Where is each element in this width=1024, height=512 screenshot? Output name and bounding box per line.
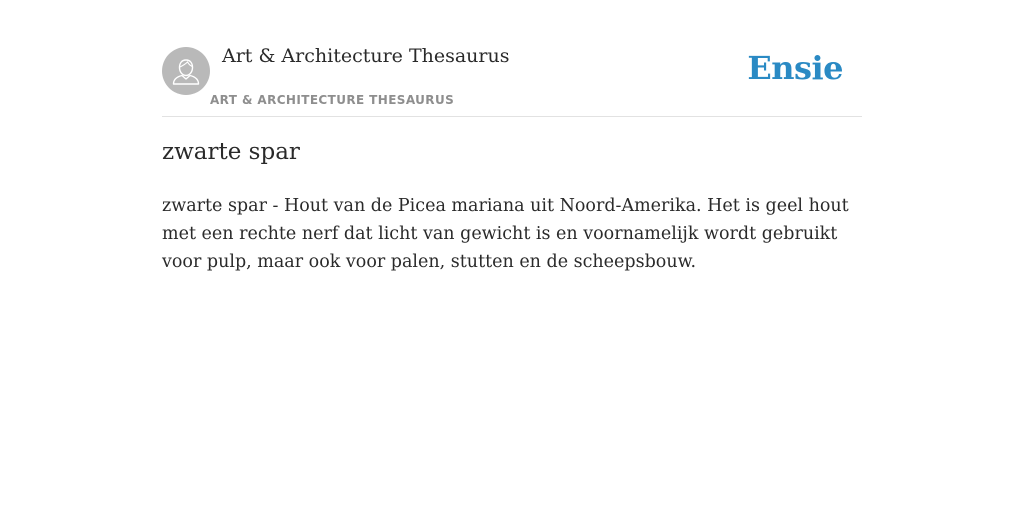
user-silhouette-icon xyxy=(162,47,210,95)
term-definition: zwarte spar - Hout van de Picea mariana uit Noord-Amerika. Het is geel hout met een rechte nerf dat licht van gewicht is en voornamelijk wordt gebruikt voor pulp, maar ook voor palen, stutten en de scheepsbouw. xyxy=(162,196,849,272)
source-label: ART & ARCHITECTURE THESAURUS xyxy=(210,93,455,107)
term-title: zwarte spar xyxy=(162,139,300,165)
author-name[interactable]: Art & Architecture Thesaurus xyxy=(222,45,510,67)
entry-header xyxy=(162,36,862,117)
author-avatar[interactable] xyxy=(162,47,210,95)
brand-logo[interactable]: Ensie xyxy=(747,49,843,87)
